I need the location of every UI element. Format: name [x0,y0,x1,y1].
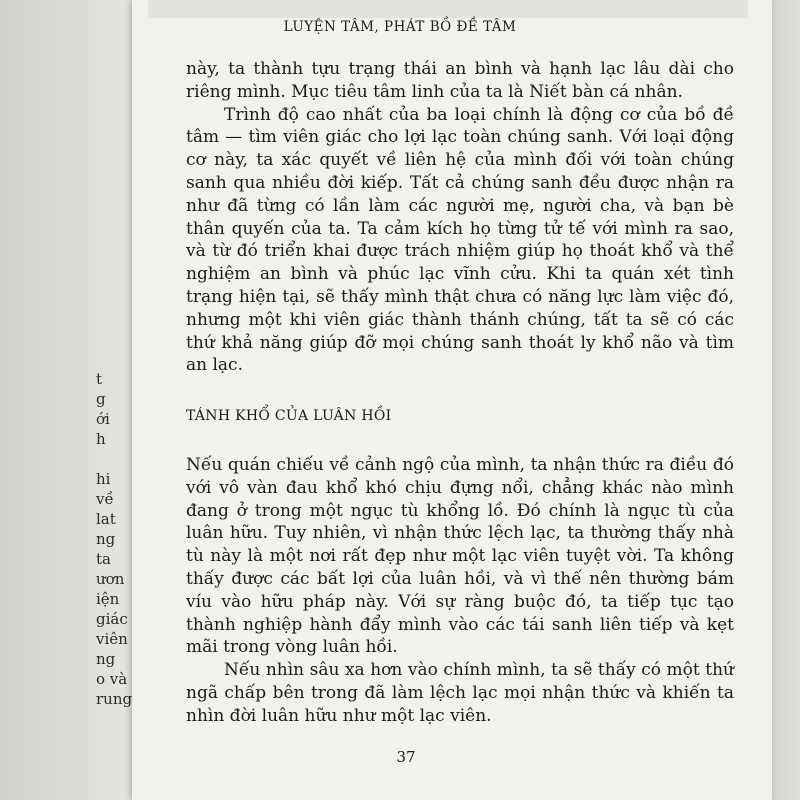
left-fragment: iện [96,590,120,608]
left-fragment: ta [96,550,111,568]
left-fragment: về [96,490,114,508]
left-fragment: ươn [96,570,125,588]
left-fragment: ng [96,530,116,548]
left-fragment: hi [96,470,111,488]
left-fragment: g [96,390,106,408]
paragraph: Trình độ cao nhất của ba loại chính là động cơ của bồ đề tâm — tìm viên giác cho lợi lạc toàn chúng sanh. Với loại động cơ này, ta xác quyết về liên hệ của mình đối với toàn chúng sanh qua nhiều đời kiếp. Tất cả chúng sanh đều được nhận ra như đã từng có lần làm các người mẹ, người cha, và bạn bè thân quyến của ta. Ta cảm kích họ từng tử tế với mình ra sao, và từ đó triển khai được trách nhiệm giúp họ thoát khổ và thể nghiệm an bình và phúc lạc vĩnh cửu. Khi ta quán xét tình trạng hiện tại, sẽ thấy mình thật chưa có năng lực làm việc đó, nhưng một khi viên giác thành thánh chúng, tất ta sẽ có các thứ khả năng giúp đỡ mọi chúng sanh thoát ly khổ não và tìm an lạc. [186,104,734,376]
left-fragment: ng [96,650,116,668]
left-fragment: h [96,430,106,448]
left-fragment: viên [96,630,128,648]
left-fragment: o và [96,670,128,688]
left-fragment: ới [96,410,110,428]
section-heading: TÁNH KHỔ CỦA LUÂN HỒI [186,408,392,425]
left-fragment: rung [96,690,133,708]
paragraph: Nếu quán chiếu về cảnh ngộ của mình, ta nhận thức ra điều đó với vô vàn đau khổ khó chịu đựng nổi, chẳng khác nào mình đang ở trong một ngục tù khổng lồ. Đó chính là ngục tù của luân hữu. Tuy nhiên, vì nhận thức lệch lạc, ta thường thấy nhà tù này là một nơi rất đẹp như một lạc viên tuyệt vời. Ta không thấy được các bất lợi của luân hồi, và vì thế nên thường bám víu vào hữu pháp này. Với sự ràng buộc đó, ta tiếp tục tạo thành nghiệp hành đẩy mình vào các tái sanh liên tiếp và kẹt mãi trong vòng luân hồi. [186,454,734,658]
left-fragment: lat [96,510,116,528]
page-number: 37 [396,748,416,766]
page-body [186,58,734,728]
left-fragment: giác [96,610,128,628]
left-fragment: t [96,370,103,388]
page-top-fold [148,0,748,18]
running-header: LUYỆN TÂM, PHÁT BỒ ĐỀ TÂM [283,19,517,35]
paragraph: này, ta thành tựu trạng thái an bình và hạnh lạc lâu dài cho riêng mình. Mục tiêu tâm linh của ta là Niết bàn cá nhân. [186,59,734,102]
paragraph: Nếu nhìn sâu xa hơn vào chính mình, ta sẽ thấy có một thứ ngã chấp bên trong đã làm lệch lạc mọi nhận thức và khiến ta nhìn đời luân hữu như một lạc viên. [186,660,734,726]
